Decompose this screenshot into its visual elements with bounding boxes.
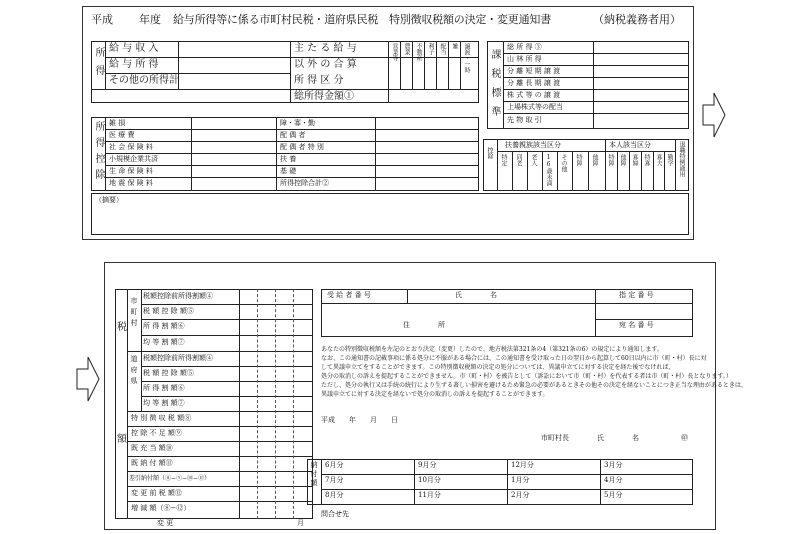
special-row-2: 控 除 不 足 額⑨ [131, 429, 182, 437]
notice-sheet-top [82, 6, 694, 240]
ded-right-1: 障・寡・勤 [280, 119, 315, 127]
ded-right-3: 配 偶 者 特 別 [280, 143, 324, 151]
special-row-4: 既 納 付 額⑪ [131, 459, 173, 467]
date-line: 平成 年 月 日 [321, 416, 398, 424]
notice-text-2: なお、この通知書の記載事項に係る処分に不服がある場合には、この通知書を受け取った日の翌日から起算して60日以内に市（町・村）長に対 [321, 355, 707, 362]
designated-no-label: 指 定 番 号 [619, 291, 654, 299]
flag-interest: 利子 [427, 43, 434, 55]
dep-col-3: 老人 [530, 154, 537, 166]
dep-col-6: 特障 [575, 154, 582, 166]
special-row-5: 差引納付額（⑧−⑨−⑩−⑪） [129, 475, 211, 482]
taxable-row-2: 山 林 所 得 [507, 55, 542, 63]
pref-row-1: 税額控除前所得割額④ [143, 354, 213, 362]
mayor-name-label: 氏 名 [597, 434, 639, 442]
addressee-no-label: 宛 名 番 号 [619, 321, 654, 329]
flag-realestate: 不動産 [415, 43, 422, 61]
pref-row-2: 税 額 控 除 額⑤ [143, 369, 194, 377]
m-3: 3月分 [604, 461, 623, 469]
paid-side-label: 納付額 [310, 461, 318, 488]
person-col-5: 寡夫 [655, 154, 662, 166]
main-income-3: 所 得 区 分 [294, 75, 344, 86]
ded-right-5: 基 礎 [280, 167, 297, 175]
change-month: 月 [297, 519, 304, 527]
ded-left-2: 医 療 費 [109, 131, 135, 139]
title-year: 年度 [139, 13, 161, 26]
pref-side-label: 道府県 [130, 355, 138, 388]
taxable-row-7: 先 物 取 引 [507, 116, 542, 124]
notice-text-3: して異議申立てをすることができます。この特別徴収税額の決定の処分については、異議申立てに対する決定を経た後でなければ、 [321, 364, 675, 371]
special-row-1: 特 別 徴 収 税 額⑧ [131, 414, 192, 422]
income-row-salary-income: 給 与 所 得 [109, 59, 159, 70]
flag-transfer: 譲渡・一時 [463, 43, 470, 73]
dep-col-7: 他障 [591, 154, 598, 166]
address-label: 住 所 [403, 321, 445, 329]
ded-right-2: 配 偶 者 [280, 131, 306, 139]
title-era: 平成 [91, 13, 113, 26]
taxable-side-label: 課税標準 [489, 49, 500, 125]
city-row-4: 均 等 割 額⑦ [143, 338, 185, 346]
m-5: 5月分 [604, 491, 623, 499]
m-2: 2月分 [511, 491, 530, 499]
flag-misc: 雑 [451, 43, 458, 49]
notice-text-6: 異議申立てに対する決定を経ないで処分の取消しの訴えを提起することができます。 [321, 391, 549, 398]
ded-left-1: 雑 損 [109, 119, 126, 127]
ded-left-5: 生 命 保 険 料 [109, 167, 153, 175]
notice-text-4: 処分の取消しの訴えを提起することができません。市（町・村）を被告として（訴訟において市（町・村）を代表する者は市（町・村）長となります。） [321, 373, 732, 380]
income-side-label: 所得 [93, 47, 104, 83]
dep-col-2: 同老 [515, 154, 522, 166]
ded-right-6: 所得控除合計② [280, 179, 329, 187]
taxable-row-5: 株 式 等 の 譲 渡 [507, 91, 561, 99]
left-arrow-icon [76, 354, 100, 404]
remarks-box [91, 193, 689, 235]
deduction-side-label: 所得控除 [93, 121, 104, 185]
recipient-no-label: 受 給 者 番 号 [327, 291, 371, 299]
income-row-other: その他の所得計 [109, 75, 179, 86]
dependent-head: 扶養親族該当区分 [505, 141, 561, 149]
notice-text-1: あなたの特別徴収税額を左記のとおり決定（変更）したので、地方税法第321条の4（第321条の6）の規定により通知します。 [321, 346, 663, 353]
notice-text-5: ただし、処分の執行又は手続の続行により生ずる著しい損害を避けるため緊急の必要があるときその他その決定を経ないことにつき正当な理由があるときは、 [321, 382, 747, 389]
name-label: 氏 名 [455, 291, 497, 299]
m-8: 8月分 [325, 491, 344, 499]
city-row-2: 税 額 控 除 額⑤ [143, 307, 194, 315]
income-row-salary: 給 与 収 入 [109, 43, 159, 54]
special-row-6: 変 更 前 税 額⑫ [131, 489, 182, 497]
title-suffix: （納税義務者用） [593, 13, 681, 26]
ded-right-4: 扶 養 [280, 155, 297, 163]
m-4: 4月分 [604, 476, 623, 484]
person-head: 本人該当区分 [609, 141, 651, 149]
person-col-4: 特寡 [643, 154, 650, 166]
person-col-2: 他障 [619, 154, 626, 166]
total-income-label: 総所得金額① [294, 91, 354, 102]
taxable-row-4: 分 離 長 期 譲 渡 [507, 79, 561, 87]
m-6: 6月分 [325, 461, 344, 469]
m-11: 11月分 [418, 491, 441, 499]
amount-side-label: 額 [117, 434, 127, 445]
special-row-7: 増 減 額（⑧−⑫） [131, 504, 191, 512]
city-row-1: 税額控除前所得割額④ [143, 292, 213, 300]
flag-dividend: 配当 [439, 43, 446, 55]
flag-business: 営業等 [391, 43, 398, 61]
dep-col-5: その他 [560, 154, 567, 172]
m-10: 10月分 [418, 476, 441, 484]
m-1: 1月分 [511, 476, 530, 484]
m-7: 7月分 [325, 476, 344, 484]
taxable-row-6: 上場株式等の配当 [507, 103, 563, 111]
dep-col-1: 特定 [500, 154, 507, 166]
flag-agri: 農業 [403, 43, 410, 55]
person-col-6: 勤学 [666, 154, 673, 166]
seal-mark: ㊞ [681, 434, 688, 442]
ded-left-4: 小規模企業共済 [109, 155, 158, 163]
change-label: 変 更 [157, 519, 174, 527]
dep-col-4: 16歳未満 [545, 154, 552, 186]
m-12: 12月分 [511, 461, 534, 469]
payment-block [307, 459, 693, 505]
right-arrow-icon [702, 90, 726, 140]
title-main: 給与所得等に係る市町村民税・道府県民税 特別徴収税額の決定・変更通知書 [173, 13, 551, 26]
main-income-1: 主 た る 給 与 [294, 43, 357, 54]
person-col-1: 特障 [607, 154, 614, 166]
resign-col: 退職特例適用 [678, 141, 685, 177]
city-side-label: 市町村 [130, 297, 138, 330]
spouse-col: 控除 [486, 147, 493, 159]
tax-side-label: 税 [117, 322, 127, 333]
person-col-3: 寡婦 [631, 154, 638, 166]
notice-sheet-bottom [104, 262, 747, 530]
main-income-2: 以 外 の 合 算 [294, 59, 357, 70]
taxable-row-1: 総 所 得 ③ [507, 43, 542, 51]
pref-row-4: 均 等 割 額⑦ [143, 399, 185, 407]
m-9: 9月分 [418, 461, 437, 469]
pref-row-3: 所 得 割 額⑥ [143, 384, 185, 392]
special-row-3: 既 充 当 額⑩ [131, 444, 173, 452]
taxable-row-3: 分 離 短 期 譲 渡 [507, 67, 561, 75]
remarks-label: （摘要） [95, 196, 123, 204]
mayor-label: 市町村長 [541, 434, 569, 442]
contact-label: 問合せ先 [321, 510, 349, 518]
ded-left-6: 地 震 保 険 料 [109, 179, 153, 187]
city-row-3: 所 得 割 額⑥ [143, 322, 185, 330]
ded-left-3: 社 会 保 険 料 [109, 143, 153, 151]
